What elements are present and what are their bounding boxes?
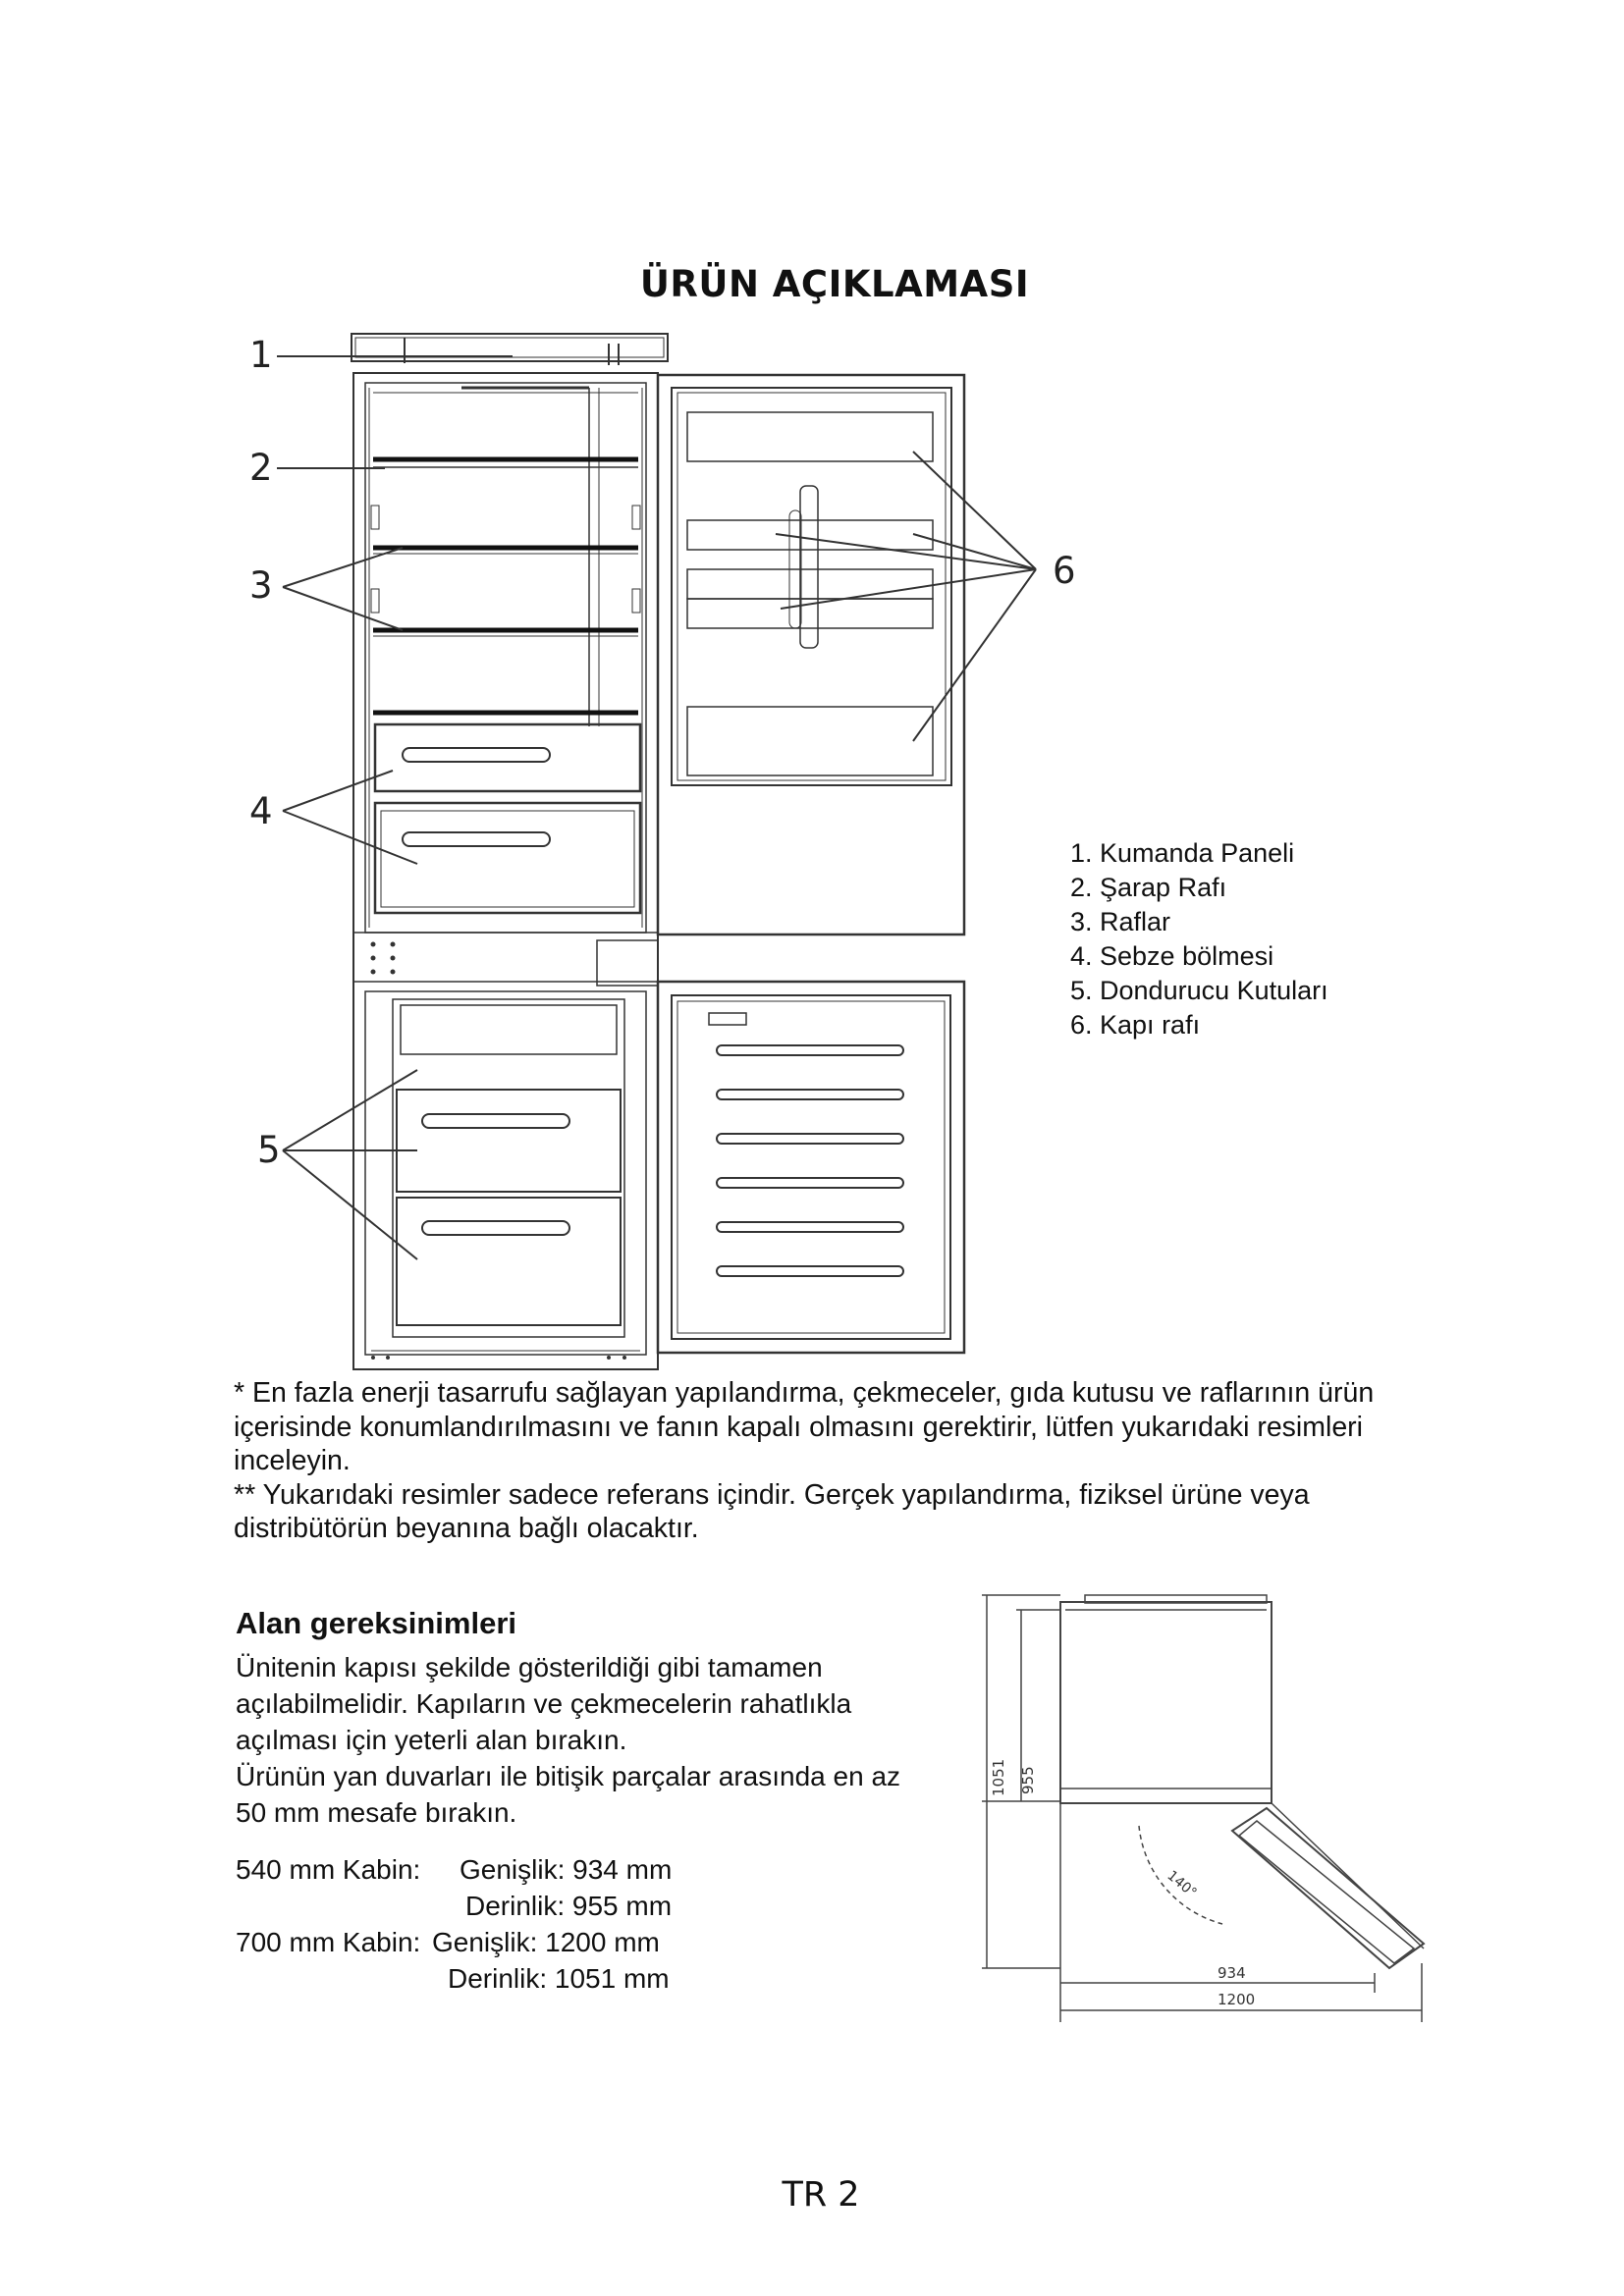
legend [1070, 836, 1328, 1042]
cabin-540-depth: Derinlik: 955 mm [465, 1891, 673, 1921]
legend-item: 2. Şarap Rafı [1070, 873, 1227, 902]
space-paragraph: Ürünün yan duvarları ile bitişik parçalar arasında en az 50 mm mesafe bırakın. [236, 1761, 901, 1828]
callout-6: 6 [1053, 550, 1076, 592]
dim-955: 955 [1019, 1766, 1037, 1794]
fridge-diagram [236, 314, 1100, 1384]
page-title: ÜRÜN AÇIKLAMASI [639, 263, 1030, 305]
legend-item: 6. Kapı rafı [1070, 1010, 1201, 1040]
callout-3: 3 [249, 564, 273, 607]
legend-item: 3. Raflar [1070, 907, 1171, 936]
notes [234, 1376, 1392, 1546]
cabin-700-depth: Derinlik: 1051 mm [448, 1963, 670, 1994]
cabin-540-label: 540 mm Kabin: [236, 1854, 421, 1885]
dim-140: 140° [1164, 1867, 1200, 1901]
dim-934: 934 [1218, 1964, 1246, 1982]
callout-4: 4 [249, 790, 273, 832]
legend-item: 1. Kumanda Paneli [1070, 838, 1295, 868]
cabin-700-width: Genişlik: 1200 mm [432, 1927, 660, 1957]
callout-1: 1 [249, 334, 273, 376]
cabin-540-width: Genişlik: 934 mm [460, 1854, 673, 1885]
dim-1200: 1200 [1218, 1991, 1256, 2008]
cabin-700-label: 700 mm Kabin: [236, 1927, 421, 1957]
note-reference: ** Yukarıdaki resimler sadece referans içindir. Gerçek yapılandırma, fiziksel ürüne veya distribütörün beyanına bağlı olacaktır. [234, 1478, 1310, 1544]
space-paragraph: Ünitenin kapısı şekilde gösterildiği gibi tamamen açılabilmelidir. Kapıların ve çekmecelerin rahatlıkla açılması için yeterli alan bırakın. [236, 1652, 852, 1755]
callout-5: 5 [257, 1129, 281, 1171]
note-energy: * En fazla enerji tasarrufu sağlayan yapılandırma, çekmeceler, gıda kutusu ve raflarının ürün içerisinde konumlandırılmasını ve fanın kapalı olmasını gerektirir, lütfen yukarıdaki resimleri inceleyin. [234, 1377, 1375, 1476]
space-requirements-text [236, 1649, 923, 1831]
legend-item: 4. Sebze bölmesi [1070, 941, 1274, 971]
page-number: TR 2 [782, 2175, 860, 2215]
legend-item: 5. Dondurucu Kutuları [1070, 976, 1328, 1005]
space-diagram [982, 1585, 1434, 2032]
dim-1051: 1051 [990, 1758, 1007, 1796]
callout-2: 2 [249, 447, 273, 489]
space-requirements-title: Alan gereksinimleri [236, 1606, 517, 1640]
